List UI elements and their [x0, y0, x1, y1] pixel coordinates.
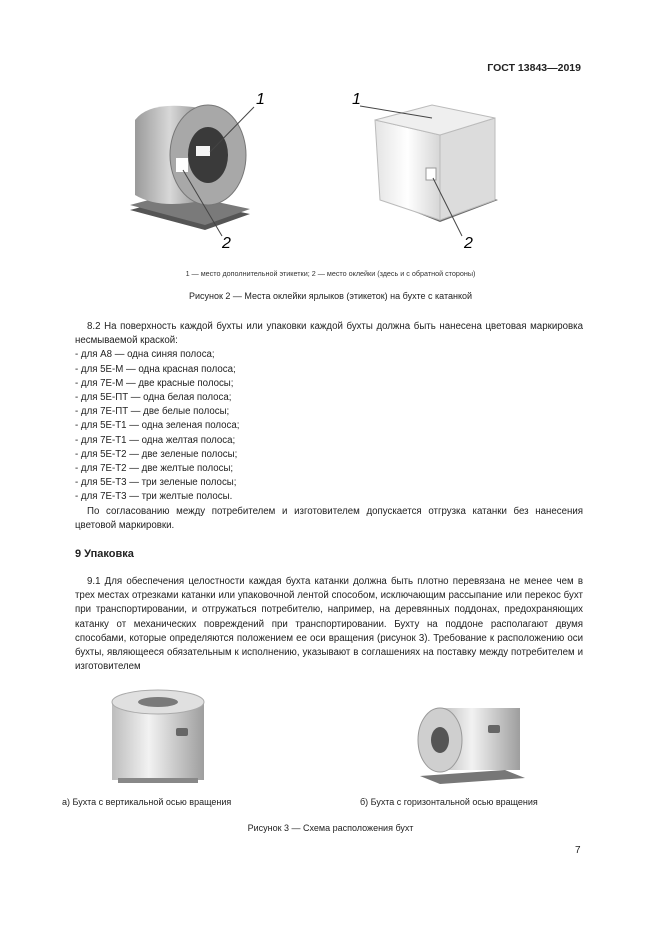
figure3-subcaption-b: б) Бухта с горизонтальной осью вращения — [360, 797, 538, 807]
list-item: - для 7Е-ПТ — две белые полосы; — [75, 406, 230, 418]
section-9-1 — [75, 575, 583, 674]
list-item: - для 5Е-Т2 — две зеленые полосы; — [75, 448, 238, 460]
page-number: 7 — [575, 845, 581, 856]
figure2-caption: Рисунок 2 — Места оклейки ярлыков (этикеток) на бухте с катанкой — [188, 291, 473, 301]
list-item: - для 7Е-Т1 — одна желтая полоса; — [75, 434, 236, 446]
list-item: - для 7Е-М — две красные полосы; — [75, 377, 234, 389]
list-item: - для 7Е-Т3 — три желтые полосы. — [75, 491, 233, 503]
section-8-2 — [75, 320, 583, 533]
figure3-subcaption-a: а) Бухта с вертикальной осью вращения — [62, 797, 232, 807]
callout-1-right: 1 — [352, 91, 361, 108]
section-9-heading: 9 Упаковка — [75, 548, 134, 560]
figure3-drawings — [0, 680, 661, 790]
list-item: - для 5Е-Т3 — три зеленые полосы; — [75, 477, 237, 489]
list-item: - для 5Е-М — одна красная полоса; — [75, 363, 236, 375]
callout-2-left: 2 — [222, 235, 231, 252]
vertical-coil-image — [112, 690, 204, 783]
list-item: - для 5Е-Т1 — одна зеленая полоса; — [75, 420, 240, 432]
figure2-drawings — [0, 0, 661, 300]
figure3-caption: Рисунок 3 — Схема расположения бухт — [247, 823, 414, 833]
horizontal-coil-image — [418, 708, 525, 784]
packed-coil-image — [375, 105, 498, 222]
callout-1-left: 1 — [256, 91, 265, 108]
section-9-1-text: 9.1 Для обеспечения целостности каждая бухта катанки должна быть плотно перевязана не менее чем в трех местах отрезками катанки или упаковочной лентой способом, исключающим рассыпание или перекос бухт при транспортировании, и отгружаться потребителю, например, на деревянных поддонах, предохраняющих катанку от механических повреждений при транспортировании. Бухту на поддоне располагают двумя способами, которые определяются положением ее оси вращения (рисунок 3). Требование к расположению оси бухты, являющееся обязательным к исполнению, указывают в соглашениях на поставку между потребителем и изготовителем — [75, 576, 583, 673]
list-item: - для 7Е-Т2 — две желтые полосы; — [75, 463, 234, 475]
document-header: ГОСТ 13843—2019 — [487, 62, 581, 74]
coil-horizontal-image — [130, 105, 250, 230]
list-item: - для А8 — одна синяя полоса; — [75, 349, 215, 361]
figure2-legend: 1 — место дополнительной этикетки; 2 — место оклейки (здесь и с обратной стороны) — [185, 269, 476, 278]
marking-list — [75, 348, 583, 504]
section-8-2-intro: 8.2 На поверхность каждой бухты или упаковки каждой бухты должна быть нанесена цветовая маркировка несмываемой краской: — [75, 321, 583, 347]
list-item: - для 5Е-ПТ — одна белая полоса; — [75, 392, 232, 404]
callout-2-right: 2 — [464, 235, 473, 252]
section-8-2-note: По согласованию между потребителем и изготовителем допускается отгрузка катанки без нанесения цветовой маркировки. — [75, 505, 583, 531]
